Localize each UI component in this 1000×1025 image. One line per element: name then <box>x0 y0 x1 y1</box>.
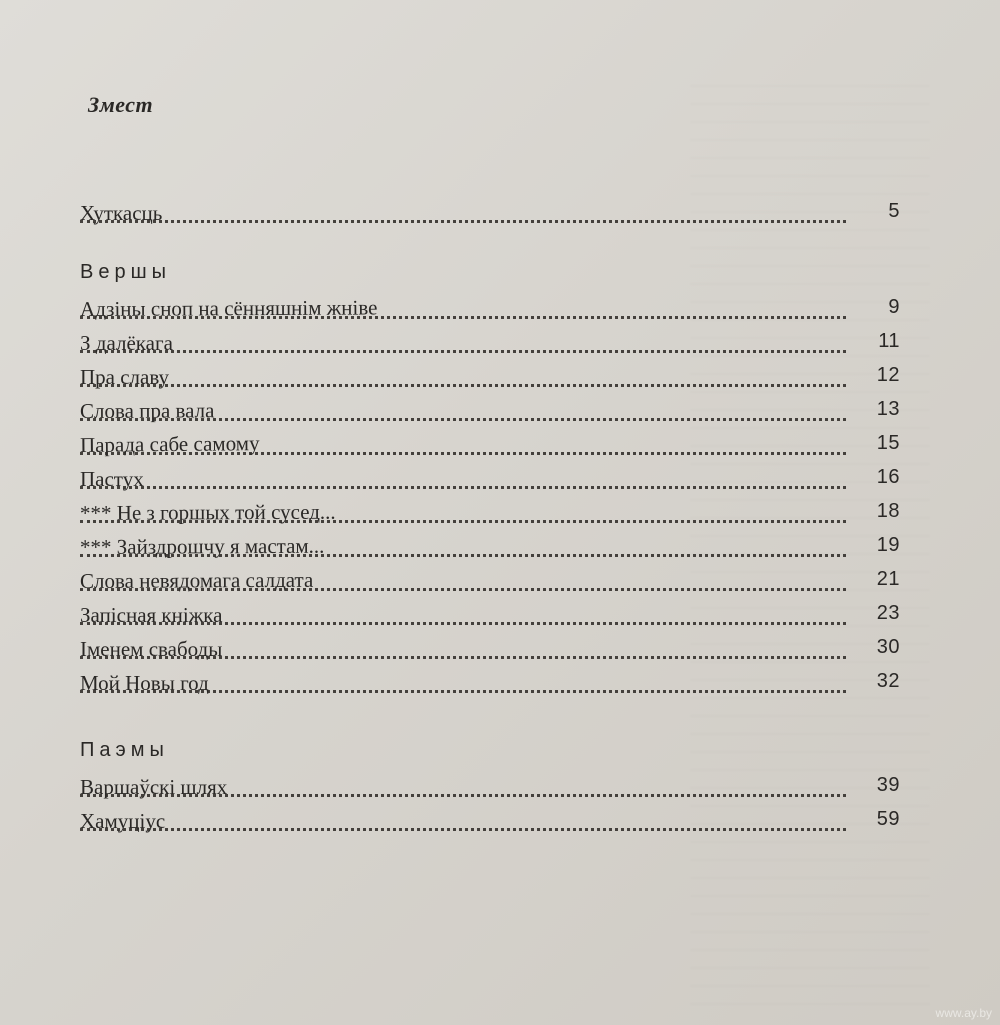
toc-title: Пра славу <box>80 365 170 389</box>
toc-entry <box>80 666 900 700</box>
toc-page-number: 23 <box>876 602 900 624</box>
toc-page-number: 19 <box>876 534 900 556</box>
toc-entry <box>80 632 900 666</box>
leader-dots <box>80 346 846 353</box>
toc-title: Варшаўскі шлях <box>80 775 228 799</box>
leader-dots <box>80 482 846 489</box>
watermark: www.ay.by <box>935 1006 992 1020</box>
toc-entry <box>80 462 900 496</box>
toc-title: *** Зайздрошчу я мастам... <box>79 533 325 559</box>
section-heading: Вершы <box>80 261 172 283</box>
toc-title: З далёкага <box>80 331 173 355</box>
toc-entry <box>80 598 900 632</box>
toc-entry <box>80 564 900 598</box>
toc-page-number: 13 <box>876 398 900 420</box>
section-spacer <box>80 700 900 730</box>
toc-entry <box>80 770 900 804</box>
toc-page-number: 11 <box>878 330 900 352</box>
toc-entry <box>80 394 900 428</box>
toc-title: Парада сабе самому <box>79 431 260 457</box>
section-spacer <box>80 230 900 252</box>
toc-page-number: 21 <box>876 568 900 590</box>
toc-entry <box>80 530 900 564</box>
toc-title: *** Не з горшых той сусед... <box>79 499 336 525</box>
toc-entry <box>80 292 900 326</box>
toc-title: Запісная кніжка <box>80 603 223 627</box>
toc-entry <box>80 496 900 530</box>
leader-dots <box>80 824 846 831</box>
toc-page-number: 32 <box>876 670 900 692</box>
toc-page-number: 12 <box>876 364 900 386</box>
toc-title: Мой Новы год <box>80 671 209 695</box>
leader-dots <box>80 380 846 387</box>
section-heading: Паэмы <box>80 739 169 761</box>
toc-page-number: 16 <box>876 466 900 488</box>
table-of-contents <box>80 196 900 838</box>
toc-page-number: 59 <box>876 808 900 830</box>
toc-title: Хуткасць <box>80 201 163 225</box>
toc-entry <box>80 360 900 394</box>
toc-page-number: 39 <box>876 774 900 796</box>
toc-title: Слова невядомага салдата <box>79 567 314 593</box>
toc-page-number: 15 <box>876 432 900 454</box>
toc-entry <box>80 428 900 462</box>
toc-title: Слова пра вала <box>79 398 215 423</box>
toc-page-number: 18 <box>876 500 900 522</box>
page-title: Змест <box>88 92 154 117</box>
toc-entry <box>80 326 900 360</box>
toc-title: Хамуціус <box>80 809 166 833</box>
toc-title: Адзіны сноп на сённяшнім жніве <box>79 295 378 321</box>
toc-title: Пастух <box>80 467 144 491</box>
toc-entry <box>80 196 900 230</box>
toc-page-number: 9 <box>888 296 900 318</box>
leader-dots <box>80 216 846 223</box>
toc-title: Іменем свабоды <box>80 637 223 661</box>
toc-page-number: 5 <box>888 200 900 222</box>
toc-page-number: 30 <box>876 636 900 658</box>
toc-entry <box>80 804 900 838</box>
